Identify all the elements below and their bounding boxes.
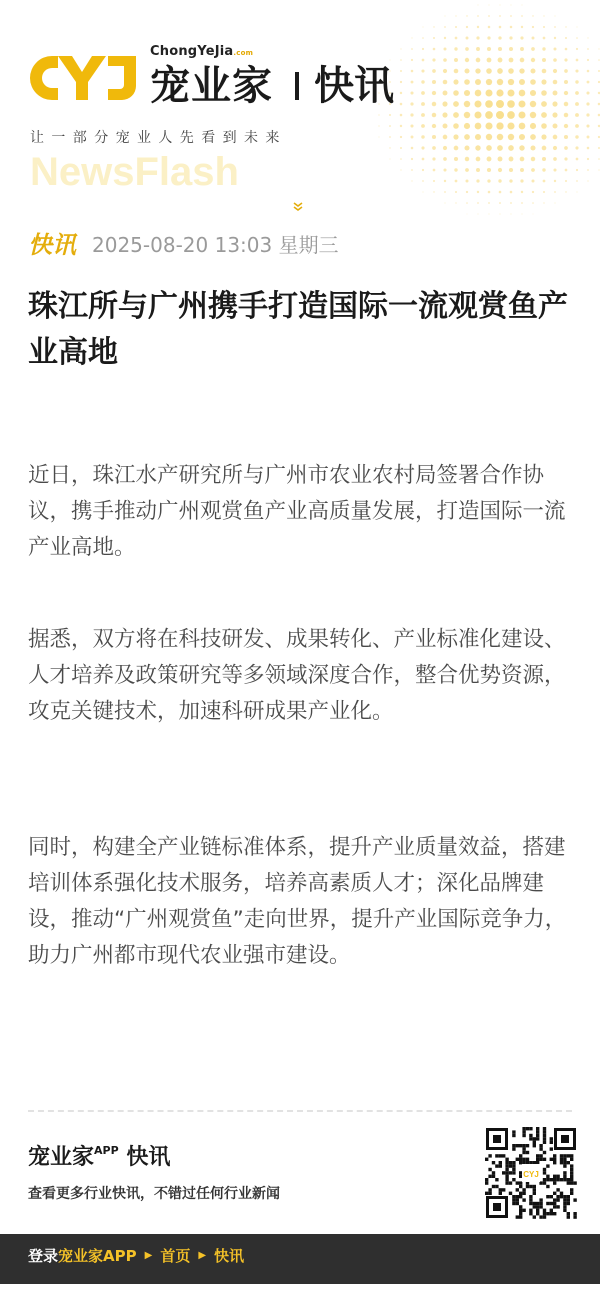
article-title: 珠江所与广州携手打造国际一流观赏鱼产业高地 xyxy=(28,289,568,370)
logo-text: CYJ xyxy=(28,52,30,53)
article-paragraph: 同时，构建全产业链标准体系，提升产业质量效益，搭建培训体系强化技术服务，培养高素质人才；深化品牌建设，推动“广州观赏鱼”走向世界，提升产业国际竞争力，助力广州都市现代农业强市建设。 xyxy=(28,835,567,968)
bottom-breadcrumb xyxy=(28,1246,244,1266)
news-tag: 快讯 xyxy=(28,231,76,259)
app-superscript: APP xyxy=(94,1144,119,1157)
cyj-logo-icon xyxy=(28,52,140,104)
article-paragraph: 近日，珠江水产研究所与广州市农业农村局签署合作协议，携手推动广州观赏鱼产业高质量发展，打造国际一流产业高地。 xyxy=(28,463,566,560)
publish-datetime: 2025-08-20 13:03 星期三 xyxy=(92,233,339,257)
newsflash-watermark: NewsFlash xyxy=(30,150,239,194)
app-link[interactable]: 宠业家APP xyxy=(58,1247,137,1265)
login-link[interactable]: 登录 xyxy=(28,1247,59,1265)
qr-logo-text: CYJ xyxy=(523,1170,539,1179)
article-paragraph: 据悉，双方将在科技研发、成果转化、产业标准化建设、人才培养及政策研究等多领域深度合作，整合优势资源，攻克关键技术，加速科研成果产业化。 xyxy=(28,627,566,724)
footer-divider xyxy=(28,1110,572,1112)
chevron-right-icon: ▶ xyxy=(198,1250,207,1261)
site-domain-tld: .com xyxy=(233,49,254,57)
slogan: 让一部分宠业人先看到未来 xyxy=(30,130,287,146)
section-name: 快讯 xyxy=(314,63,394,109)
chevron-down-icon xyxy=(292,201,304,213)
bottom-edge xyxy=(0,1284,600,1298)
qr-code[interactable] xyxy=(484,1126,578,1220)
footer-app-name: 宠业家$^{APP}$ 快讯 xyxy=(28,1144,171,1170)
brand-name: 宠业家 xyxy=(150,63,273,109)
halftone-decoration xyxy=(270,0,600,230)
footer-app-description: 查看更多行业快讯，不错过任何行业新闻 xyxy=(28,1186,280,1202)
chevron-right-icon: ▶ xyxy=(144,1250,153,1261)
current-page: 快讯 xyxy=(214,1247,245,1265)
brand-separator xyxy=(295,72,299,100)
home-link[interactable]: 首页 xyxy=(160,1247,191,1265)
site-domain: ChongYeJia.com xyxy=(150,44,254,59)
